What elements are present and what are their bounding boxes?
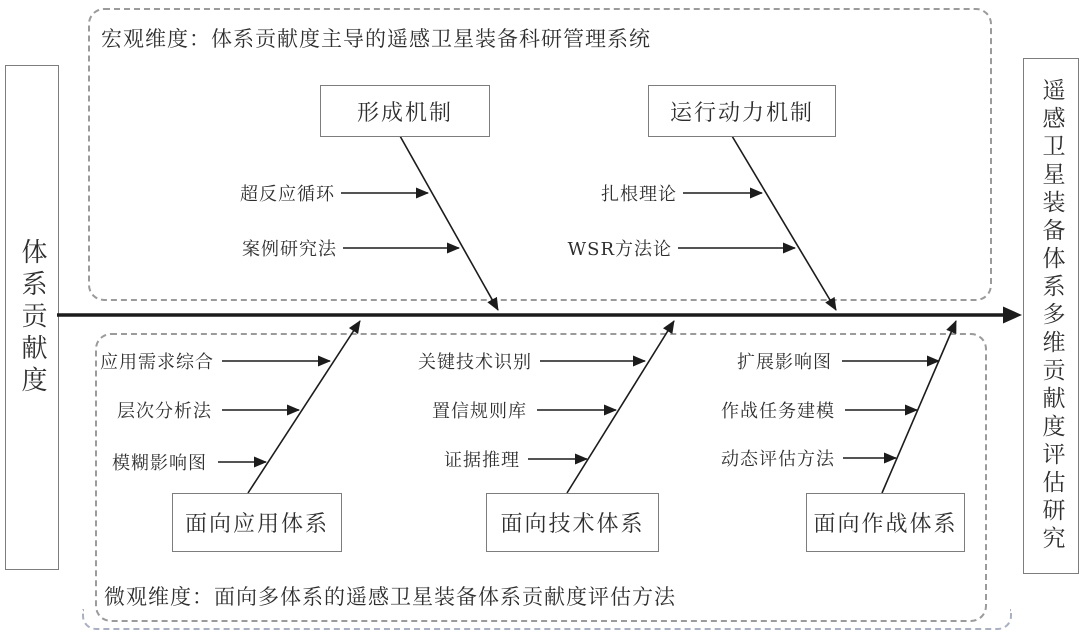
item-label-mohu: 模糊影响图	[112, 453, 207, 474]
category-box-technology	[486, 493, 659, 552]
item-label-cengci: 层次分析法	[117, 401, 212, 422]
category-label-technology: 面向技术体系	[500, 512, 645, 537]
micro-section-frame	[95, 333, 987, 622]
category-label-formation: 形成机制	[356, 100, 453, 126]
micro-section-title: 微观维度：面向多体系的遥感卫星装备体系贡献度评估方法	[104, 585, 676, 609]
category-label-application: 面向应用体系	[184, 512, 329, 537]
item-label-yingyongxuqiu: 应用需求综合	[100, 352, 214, 373]
item-label-kuozhan: 扩展影响图	[737, 352, 832, 373]
item-label-zuozhanrenwu: 作战任务建模	[721, 401, 835, 422]
category-box-formation	[320, 85, 490, 137]
left-axis-box	[5, 65, 59, 570]
category-label-dynamics: 运行动力机制	[669, 100, 814, 126]
item-label-wsr: WSR方法论	[567, 239, 672, 260]
item-label-chaofanying: 超反应循环	[240, 184, 335, 205]
item-label-zhengju: 证据推理	[444, 450, 520, 471]
macro-section-title: 宏观维度：体系贡献度主导的遥感卫星装备科研管理系统	[101, 27, 651, 51]
item-label-zhagen: 扎根理论	[601, 184, 677, 205]
spine-arrow	[57, 307, 1022, 324]
right-goal-box	[1023, 58, 1079, 574]
item-label-anli: 案例研究法	[242, 239, 337, 260]
outer-bottom-dashed-rule	[82, 609, 1012, 630]
item-label-dongtai: 动态评估方法	[721, 449, 835, 470]
category-label-operations: 面向作战体系	[813, 512, 958, 537]
category-box-application	[172, 493, 342, 552]
item-label-guanjian: 关键技术识别	[418, 352, 532, 373]
item-label-zhixin: 置信规则库	[432, 401, 527, 422]
category-box-dynamics	[648, 85, 836, 137]
left-axis-label: 体系贡献度	[17, 237, 47, 398]
right-goal-label: 遥感卫星装备体系多维贡献度评估研究	[1038, 78, 1065, 554]
category-box-operations	[806, 493, 965, 552]
